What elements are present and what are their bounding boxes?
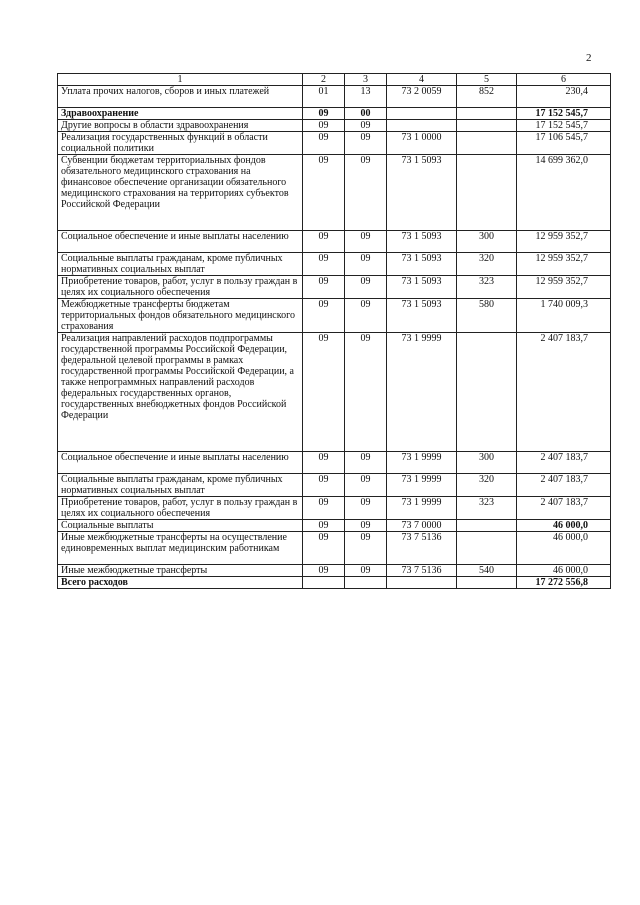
row-expense-type-cell [457, 155, 517, 231]
row-expense-type-cell: 323 [457, 276, 517, 299]
row-expense-type-cell [457, 108, 517, 120]
table-row [58, 452, 611, 474]
row-target-article-cell: 73 1 9999 [387, 474, 457, 497]
table-row [58, 155, 611, 231]
row-name-cell: Социальное обеспечение и иные выплаты населению [58, 231, 303, 253]
row-section-cell: 09 [303, 155, 345, 231]
row-subsection-cell: 09 [345, 520, 387, 532]
header-cell-1: 1 [58, 74, 303, 86]
row-amount-cell: 2 407 183,7 [517, 474, 611, 497]
row-name-cell: Всего расходов [58, 577, 303, 589]
row-target-article-cell: 73 1 5093 [387, 155, 457, 231]
row-section-cell: 01 [303, 86, 345, 108]
header-cell-6: 6 [517, 74, 611, 86]
row-target-article-cell: 73 1 9999 [387, 452, 457, 474]
row-subsection-cell: 09 [345, 155, 387, 231]
row-expense-type-cell [457, 532, 517, 565]
row-subsection-cell: 09 [345, 231, 387, 253]
row-amount-cell: 1 740 009,3 [517, 299, 611, 333]
row-name-cell: Иные межбюджетные трансферты [58, 565, 303, 577]
row-section-cell: 09 [303, 333, 345, 452]
row-amount-cell: 17 106 545,7 [517, 132, 611, 155]
row-amount-cell: 46 000,0 [517, 565, 611, 577]
row-target-article-cell: 73 1 5093 [387, 231, 457, 253]
row-target-article-cell: 73 1 0000 [387, 132, 457, 155]
row-target-article-cell: 73 1 5093 [387, 299, 457, 333]
header-cell-5: 5 [457, 74, 517, 86]
row-section-cell: 09 [303, 532, 345, 565]
row-subsection-cell: 09 [345, 333, 387, 452]
row-name-cell: Здравоохранение [58, 108, 303, 120]
table-row [58, 520, 611, 532]
row-section-cell: 09 [303, 452, 345, 474]
row-name-cell: Субвенции бюджетам территориальных фондов обязательного медицинского страхования на финансовое обеспечение организации обязательного медицинского страхования на территориях субъектов Российской Федерации [58, 155, 303, 231]
row-amount-cell: 12 959 352,7 [517, 276, 611, 299]
row-section-cell: 09 [303, 520, 345, 532]
row-section-cell: 09 [303, 253, 345, 276]
table-row [58, 253, 611, 276]
row-section-cell: 09 [303, 565, 345, 577]
row-name-cell: Приобретение товаров, работ, услуг в пользу граждан в целях их социального обеспечения [58, 497, 303, 520]
row-amount-cell: 17 152 545,7 [517, 108, 611, 120]
table-header-row [58, 74, 611, 86]
row-expense-type-cell [457, 333, 517, 452]
row-section-cell [303, 577, 345, 589]
row-target-article-cell: 73 7 5136 [387, 532, 457, 565]
header-cell-3: 3 [345, 74, 387, 86]
row-target-article-cell: 73 1 5093 [387, 276, 457, 299]
row-section-cell: 09 [303, 497, 345, 520]
row-section-cell: 09 [303, 474, 345, 497]
row-name-cell: Реализация государственных функций в области социальной политики [58, 132, 303, 155]
row-section-cell: 09 [303, 120, 345, 132]
row-amount-cell: 12 959 352,7 [517, 231, 611, 253]
row-expense-type-cell [457, 120, 517, 132]
expenditure-table [57, 73, 611, 589]
row-target-article-cell: 73 1 9999 [387, 333, 457, 452]
row-amount-cell: 46 000,0 [517, 532, 611, 565]
table-row [58, 299, 611, 333]
row-subsection-cell: 09 [345, 253, 387, 276]
header-cell-4: 4 [387, 74, 457, 86]
row-subsection-cell: 09 [345, 120, 387, 132]
row-name-cell: Межбюджетные трансферты бюджетам территориальных фондов обязательного медицинского страхования [58, 299, 303, 333]
row-amount-cell: 14 699 362,0 [517, 155, 611, 231]
row-amount-cell: 2 407 183,7 [517, 452, 611, 474]
table-row [58, 333, 611, 452]
row-subsection-cell: 09 [345, 299, 387, 333]
row-target-article-cell [387, 108, 457, 120]
row-expense-type-cell: 323 [457, 497, 517, 520]
row-amount-cell: 2 407 183,7 [517, 333, 611, 452]
row-amount-cell: 2 407 183,7 [517, 497, 611, 520]
row-expense-type-cell: 320 [457, 474, 517, 497]
row-target-article-cell: 73 1 5093 [387, 253, 457, 276]
row-expense-type-cell: 300 [457, 231, 517, 253]
row-target-article-cell: 73 7 5136 [387, 565, 457, 577]
row-expense-type-cell: 320 [457, 253, 517, 276]
page-number: 2 [586, 52, 592, 64]
row-name-cell: Уплата прочих налогов, сборов и иных платежей [58, 86, 303, 108]
row-amount-cell: 17 272 556,8 [517, 577, 611, 589]
header-cell-2: 2 [303, 74, 345, 86]
row-target-article-cell [387, 577, 457, 589]
table-row [58, 577, 611, 589]
row-subsection-cell: 09 [345, 497, 387, 520]
row-subsection-cell: 13 [345, 86, 387, 108]
row-subsection-cell: 09 [345, 532, 387, 565]
table-row [58, 497, 611, 520]
table-row [58, 120, 611, 132]
row-expense-type-cell [457, 132, 517, 155]
row-target-article-cell: 73 2 0059 [387, 86, 457, 108]
table-row [58, 474, 611, 497]
table-row [58, 231, 611, 253]
row-name-cell: Иные межбюджетные трансферты на осуществление единовременных выплат медицинским работникам [58, 532, 303, 565]
row-expense-type-cell: 580 [457, 299, 517, 333]
row-section-cell: 09 [303, 132, 345, 155]
row-subsection-cell: 09 [345, 276, 387, 299]
row-amount-cell: 12 959 352,7 [517, 253, 611, 276]
table-row [58, 132, 611, 155]
row-subsection-cell: 09 [345, 474, 387, 497]
table-row [58, 108, 611, 120]
row-target-article-cell: 73 1 9999 [387, 497, 457, 520]
row-name-cell: Другие вопросы в области здравоохранения [58, 120, 303, 132]
row-name-cell: Социальные выплаты гражданам, кроме публичных нормативных социальных выплат [58, 253, 303, 276]
table-row [58, 86, 611, 108]
row-expense-type-cell [457, 577, 517, 589]
row-name-cell: Социальные выплаты гражданам, кроме публичных нормативных социальных выплат [58, 474, 303, 497]
row-amount-cell: 230,4 [517, 86, 611, 108]
row-expense-type-cell: 852 [457, 86, 517, 108]
row-amount-cell: 17 152 545,7 [517, 120, 611, 132]
row-name-cell: Реализация направлений расходов подпрограммы государственной программы Российской Федерации, федеральной целевой программы в рамках государственной программы Российской Федерации, а также непрограммных направлений расходов федеральных государственных органов, государственных внебюджетных фондов Российской Федерации [58, 333, 303, 452]
row-name-cell: Приобретение товаров, работ, услуг в пользу граждан в целях их социального обеспечения [58, 276, 303, 299]
row-target-article-cell: 73 7 0000 [387, 520, 457, 532]
row-subsection-cell: 09 [345, 565, 387, 577]
row-subsection-cell [345, 577, 387, 589]
row-subsection-cell: 00 [345, 108, 387, 120]
row-subsection-cell: 09 [345, 132, 387, 155]
table-row [58, 276, 611, 299]
row-expense-type-cell: 540 [457, 565, 517, 577]
row-target-article-cell [387, 120, 457, 132]
row-expense-type-cell [457, 520, 517, 532]
row-name-cell: Социальные выплаты [58, 520, 303, 532]
row-section-cell: 09 [303, 231, 345, 253]
row-subsection-cell: 09 [345, 452, 387, 474]
row-section-cell: 09 [303, 276, 345, 299]
table-row [58, 565, 611, 577]
row-section-cell: 09 [303, 299, 345, 333]
table-row [58, 532, 611, 565]
row-name-cell: Социальное обеспечение и иные выплаты населению [58, 452, 303, 474]
row-section-cell: 09 [303, 108, 345, 120]
row-amount-cell: 46 000,0 [517, 520, 611, 532]
row-expense-type-cell: 300 [457, 452, 517, 474]
